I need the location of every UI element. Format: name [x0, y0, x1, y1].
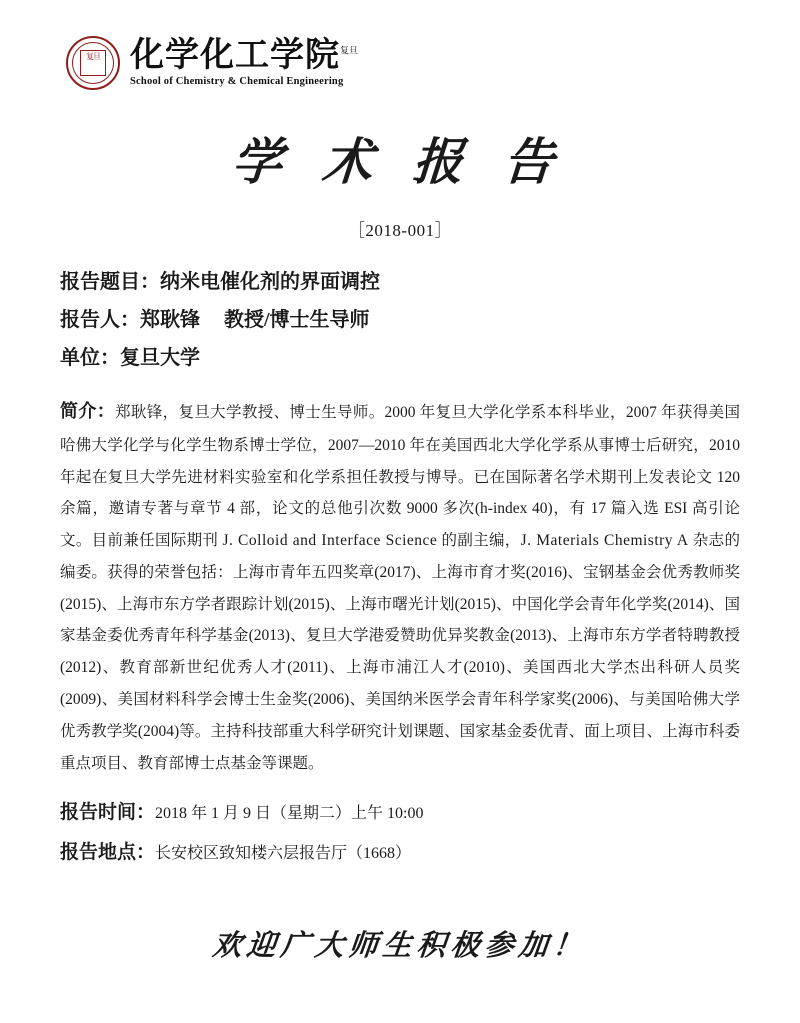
logo-english-name: School of Chemistry & Chemical Engineering [130, 75, 344, 87]
info-fields [60, 263, 740, 377]
affiliation-value: 复旦大学 [120, 347, 200, 369]
topic-value: 纳米电催化剂的界面调控 [160, 271, 380, 293]
abstract-label: 简介： [60, 401, 116, 421]
affiliation-label: 单位： [60, 347, 120, 369]
topic-label: 报告题目： [60, 271, 160, 293]
field-speaker [60, 301, 740, 339]
journal-name-1: J. Colloid and Interface Science [222, 532, 438, 550]
logo-chinese-name: 化学化工学院$^{复旦}$ [130, 36, 359, 74]
school-seal-icon [66, 36, 120, 90]
speaker-label: 报告人： [60, 309, 140, 331]
speaker-title: 教授/博士生导师 [224, 309, 370, 331]
seal-inner-text: 复旦 [80, 50, 106, 76]
time-value: 2018 年 1 月 9 日（星期二）上午 10:00 [155, 805, 424, 823]
place-label: 报告地点： [60, 842, 156, 864]
place-value: 长安校区致知楼六层报告厅（1668） [155, 845, 412, 863]
abstract-paragraph [60, 393, 740, 779]
time-label: 报告时间： [60, 802, 156, 824]
abstract-text-part2: 的副主编， [437, 532, 521, 550]
welcome-line: 欢迎广大师生积极参加！ [211, 930, 589, 963]
abstract-text-part1: 郑耿锋，复旦大学教授、博士生导师。2000 年复旦大学化学系本科毕业，2007 年获得美国哈佛大学化学与化学生物系博士学位，2007—2010 年在美国西北大学化学系从事博士后研究，2010 年起在复旦大学先进材料实验室和化学系担任教授与博导。已在国际著名学术期刊上发表论文 120 余篇，邀请专著与章节 4 部，论文的总他引次数 9000 多次(h-index 40)，有 17 篇入选 ESI 高引论文。目前兼任国际期刊 [60, 404, 740, 550]
schedule-fields [60, 793, 740, 873]
logo-text-block [130, 36, 359, 88]
speaker-name: 郑耿锋 [140, 309, 200, 331]
journal-name-2: J. Materials Chemistry A [520, 532, 689, 550]
school-logo [60, 30, 740, 96]
document-code: ［2018-001］ [347, 221, 453, 240]
field-topic [60, 263, 740, 301]
abstract-text-part3: 杂志的编委。获得的荣誉包括：上海市青年五四奖章(2017)、上海市育才奖(2016)、宝钢基金会优秀教师奖(2015)、上海市东方学者跟踪计划(2015)、上海市曙光计划(2015)、中国化学会青年化学奖(2014)、国家基金委优秀青年科学基金(2013)、复旦大学港爱赞助优异奖教金(2013)、上海市东方学者特聘教授(2012)、教育部新世纪优秀人才(2011)、上海市浦江人才(2010)、美国西北大学杰出科研人员奖(2009)、美国材料科学会博士生金奖(2006)、美国纳米医学会青年科学家奖(2006)、与美国哈佛大学优秀教学奖(2004)等。主持科技部重大科学研究计划课题、国家基金委优青、面上项目、上海市科委重点项目、教育部博士点基金等课题。 [60, 532, 740, 772]
page-title: 学 术 报 告 [230, 134, 570, 190]
logo-superscript: 复旦 [340, 45, 359, 56]
field-time [60, 793, 740, 833]
field-affiliation [60, 339, 740, 377]
field-place [60, 833, 740, 873]
